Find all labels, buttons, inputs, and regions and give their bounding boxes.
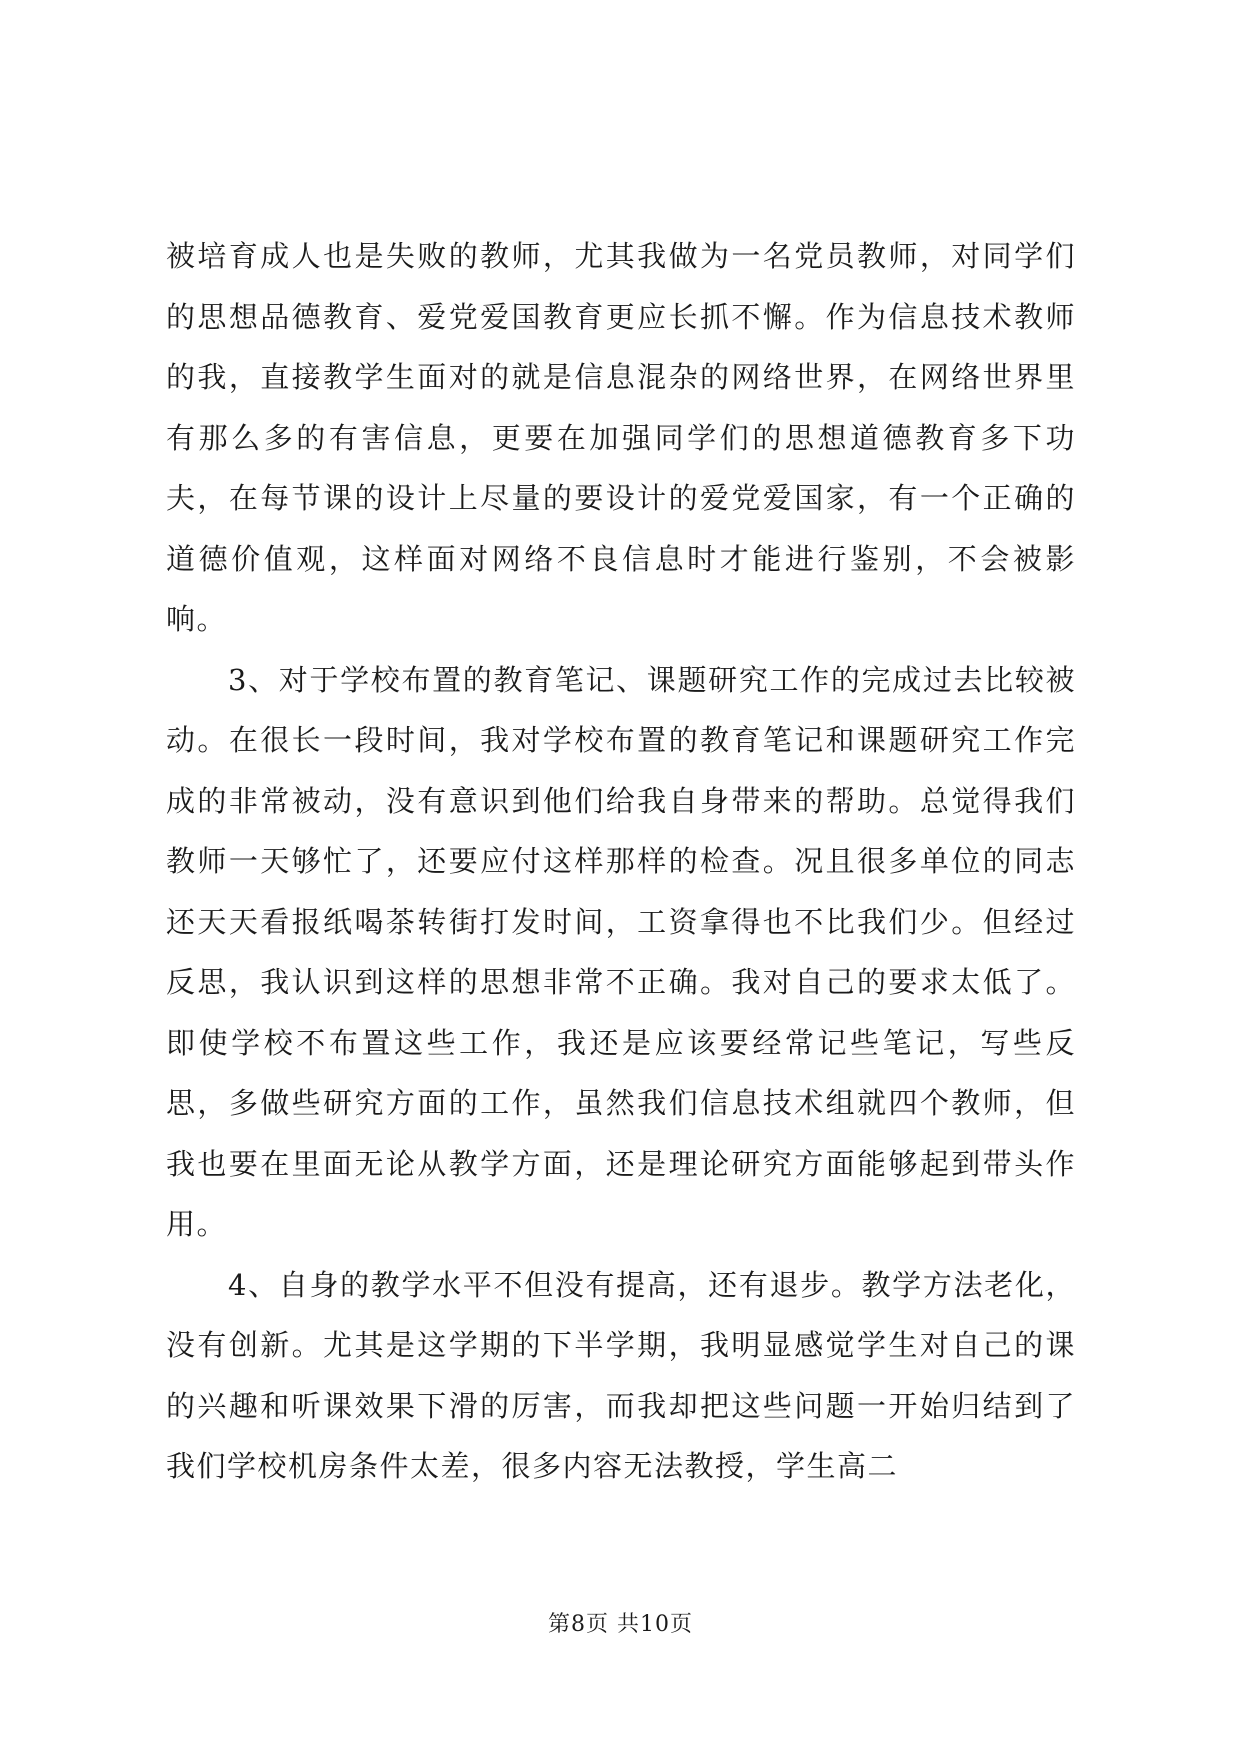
paragraph-item-3: 3、对于学校布置的教育笔记、课题研究工作的完成过去比较被动。在很长一段时间，我对学校布置的教育笔记和课题研究工作完成的非常被动，没有意识到他们给我自身带来的帮助。总觉得我们教师一天够忙了，还要应付这样那样的检查。况且很多单位的同志还天天看报纸喝茶转街打发时间，工资拿得也不比我们少。但经过反思，我认识到这样的思想非常不正确。我对自己的要求太低了。即使学校不布置这些工作，我还是应该要经常记些笔记，写些反思，多做些研究方面的工作，虽然我们信息技术组就四个教师，但我也要在里面无论从教学方面，还是理论研究方面能够起到带头作用。 bbox=[166, 662, 1076, 1241]
paragraph-continuation: 被培育成人也是失败的教师，尤其我做为一名党员教师，对同学们的思想品德教育、爱党爱国教育更应长抓不懈。作为信息技术教师的我，直接教学生面对的就是信息混杂的网络世界，在网络世界里有那么多的有害信息，更要在加强同学们的思想道德教育多下功夫，在每节课的设计上尽量的要设计的爱党爱国家，有一个正确的道德价值观，这样面对网络不良信息时才能进行鉴别，不会被影响。 bbox=[166, 239, 1076, 636]
paragraph-item-4: 4、自身的教学水平不但没有提高，还有退步。教学方法老化，没有创新。尤其是这学期的下半学期，我明显感觉学生对自己的课的兴趣和听课效果下滑的厉害，而我却把这些问题一开始归结到了我们学校机房条件太差，很多内容无法教授，学生高二 bbox=[166, 1267, 1076, 1483]
document-body bbox=[166, 226, 1076, 1497]
page-number-footer: 第8页 共10页 bbox=[548, 1612, 693, 1637]
